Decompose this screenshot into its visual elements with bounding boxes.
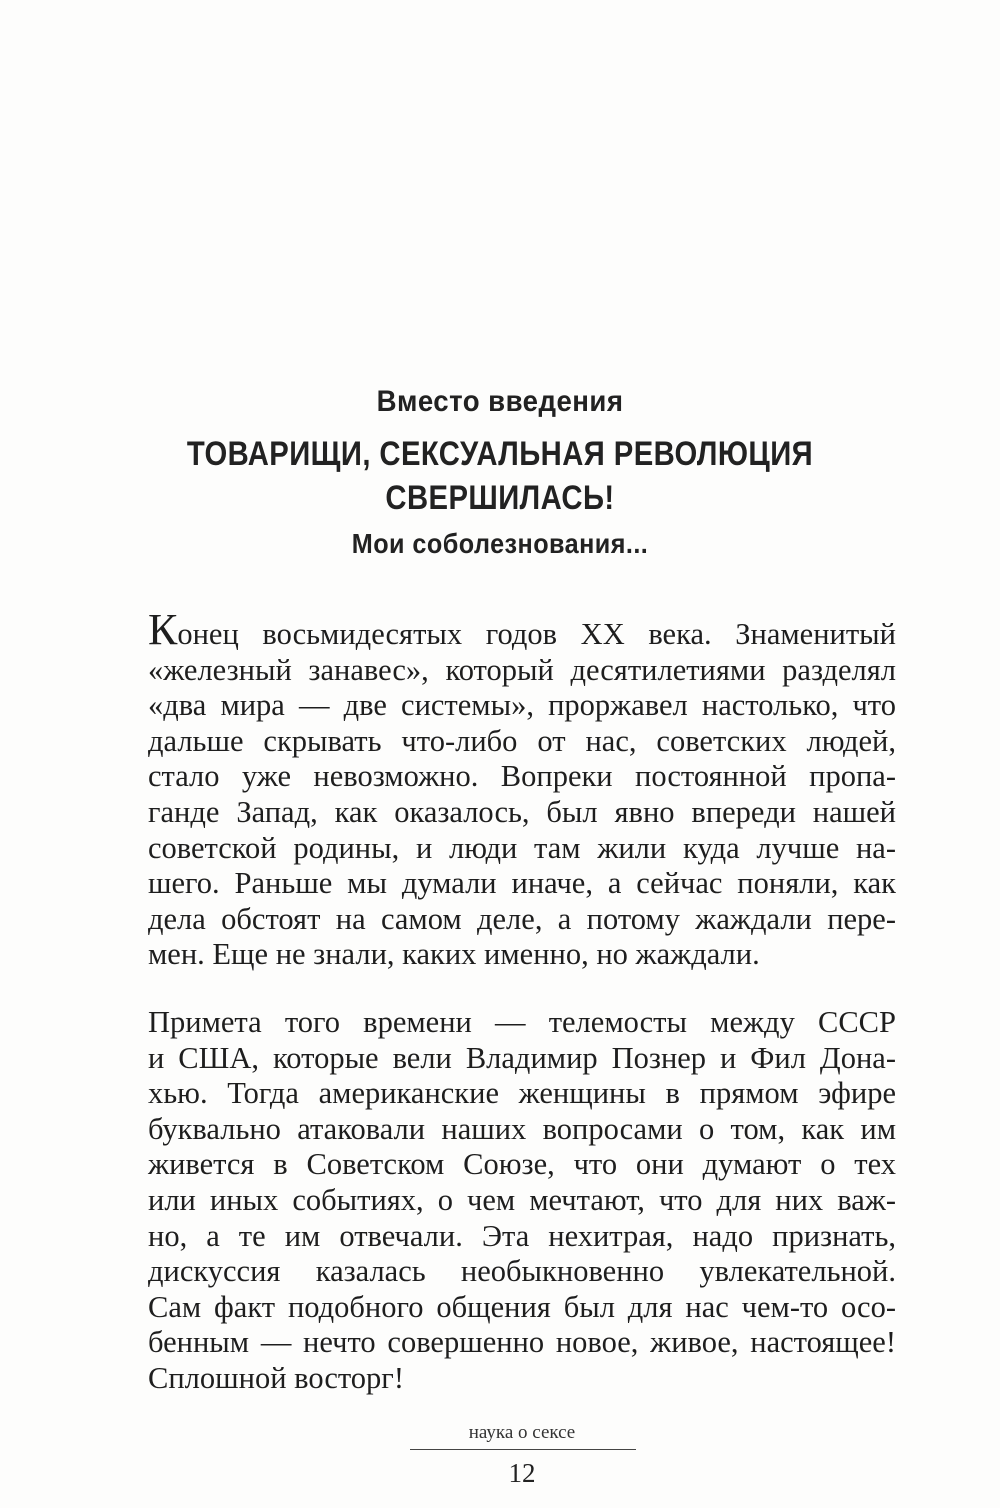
chapter-title-line: ТОВАРИЩИ, СЕКСУАЛЬНАЯ РЕВОЛЮЦИЯ — [186, 435, 814, 473]
text-line: шего. Раньше мы думали иначе, а сейчас поняли, как — [148, 866, 896, 901]
text-line: и США, которые вели Владимир Познер и Фил Дона- — [148, 1040, 896, 1075]
text-line: дальше скрывать что-либо от нас, советских людей, — [148, 723, 896, 758]
page-number: 12 — [508, 1458, 536, 1488]
chapter-title — [70, 432, 930, 520]
text-line: стало уже невозможно. Вопреки постоянной пропа- — [148, 759, 896, 794]
text-line: живется в Советском Союзе, что они думают о тех — [148, 1147, 896, 1182]
text-line: бенным — нечто совершенно новое, живое, настоящее! — [148, 1325, 896, 1360]
text-line: Примета того времени — телемосты между СССР — [148, 1005, 896, 1039]
text-line: Сам факт подобного общения был для нас чем-то осо- — [148, 1289, 896, 1324]
chapter-title-line: СВЕРШИЛАСЬ! — [385, 479, 615, 517]
text-line: или иных событиях, о чем мечтают, что для них важ- — [148, 1182, 896, 1217]
chapter-subtitle: Мои соболезнования... — [351, 528, 649, 559]
text-line: буквально атаковали наших вопросами о том, как им — [148, 1111, 896, 1146]
text-line: Сплошной восторг! — [148, 1360, 404, 1395]
paragraph-2 — [148, 1005, 896, 1397]
footer-divider — [410, 1449, 636, 1450]
text-line: Конец восьмидесятых годов XX века. Знаменитый — [148, 605, 896, 654]
text-line: «железный занавес», который десятилетиями разделял — [148, 652, 896, 687]
text-line: хью. Тогда американские женщины в прямом эфире — [148, 1076, 896, 1111]
text-line: дела обстоят на самом деле, а потому жаждали пере- — [148, 901, 896, 936]
text-line: дискуссия казалась необыкновенно увлекательной. — [148, 1254, 896, 1289]
chapter-pre-title: Вместо введения — [376, 385, 624, 418]
text-line: «два мира — две системы», проржавел настолько, что — [148, 688, 896, 723]
text-line: советской родины, и люди там жили куда лучше на- — [148, 830, 896, 865]
paragraph-1 — [148, 605, 896, 973]
running-footer-title: наука о сексе — [468, 1422, 576, 1443]
text-line: мен. Еще не знали, каких именно, но жаждали. — [148, 937, 760, 972]
text-line: но, а те им отвечали. Эта нехитрая, надо признать, — [148, 1218, 896, 1253]
text-line: ганде Запад, как оказалось, был явно впереди нашей — [148, 794, 896, 829]
drop-cap: К — [148, 605, 178, 654]
